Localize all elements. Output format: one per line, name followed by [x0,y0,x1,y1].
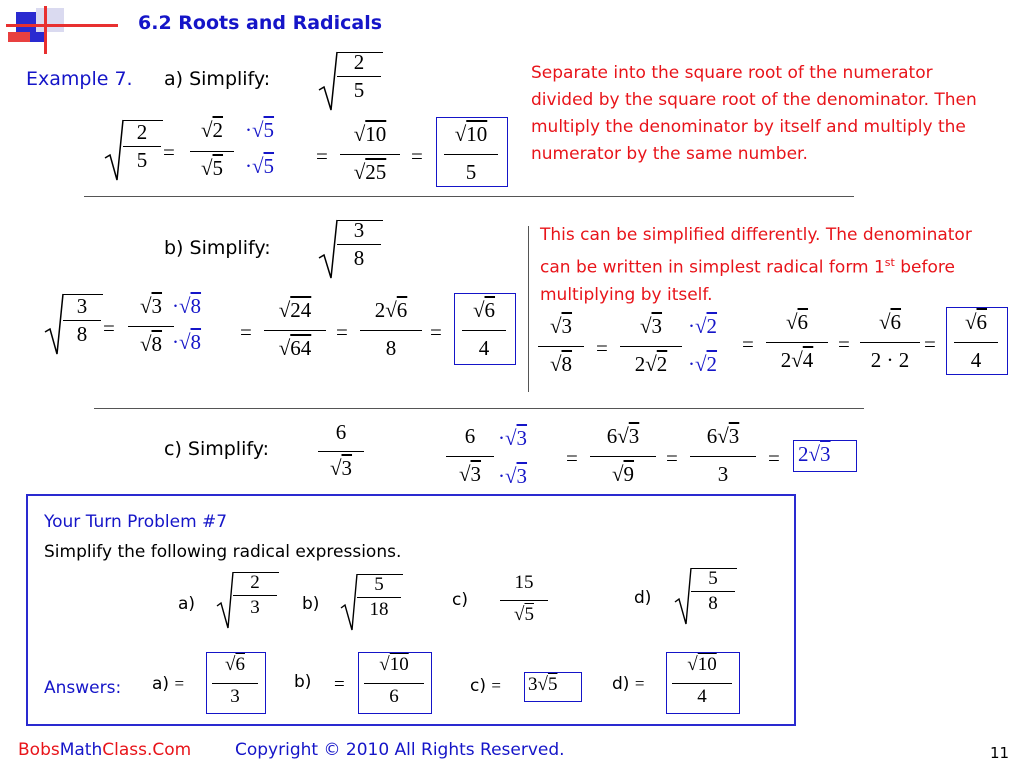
radical-icon: √ [200,118,213,142]
part-c-label: c) Simplify: [164,438,269,460]
equals-sign: = [596,336,608,360]
equals-sign: = [742,332,754,356]
equals-sign: = [316,144,328,168]
part-a-label: a) Simplify: [164,68,271,90]
problem-b-label: b) [302,594,320,614]
equals-sign: = [838,332,850,356]
answer-c-label: c) = [470,676,501,696]
header-logo [0,0,120,50]
problem-d-label: d) [634,588,652,608]
equals-sign: = [411,144,423,168]
your-turn-instruction: Simplify the following radical expressions. [44,542,402,562]
vertical-divider [528,226,529,392]
part-b-label: b) Simplify: [164,237,271,259]
equals-sign: = [163,140,175,164]
part-c-answer: 2√3 [798,442,831,466]
equals-sign: = [666,446,678,470]
equals-sign: = [103,316,115,340]
answer-b-label: b) [294,672,312,692]
problem-c-label: c) [452,590,468,610]
part-b-note: This can be simplified differently. The denominator can be written in simplest radical form 1st before multiplying by itself. [540,225,972,305]
problem-a-label: a) [178,594,196,614]
equals-sign: = [240,320,252,344]
your-turn-title: Your Turn Problem #7 [44,512,228,532]
equals-sign: = [336,320,348,344]
page-number: 11 [990,744,1010,762]
answers-label: Answers: [44,678,122,698]
divider [94,408,864,409]
part-a-note: Separate into the square root of the numerator divided by the square root of the denominator. Then multiply the denominator by itself and multiply the numerator by the same number. [531,63,977,164]
slide-title: 6.2 Roots and Radicals [138,12,383,34]
equals-sign: = [924,332,936,356]
equals-sign: = [334,674,345,695]
example-label: Example 7. [26,68,133,90]
answer-d-label: d) = [612,674,645,694]
answer-a-label: a) = [152,674,185,694]
equals-sign: = [430,320,442,344]
footer-copyright: Copyright © 2010 All Rights Reserved. [235,740,565,760]
divider [84,196,854,197]
equals-sign: = [566,446,578,470]
footer-brand: BobsMathClass.Com [18,740,192,760]
answer-c: 3√5 [528,674,558,695]
equals-sign: = [768,446,780,470]
